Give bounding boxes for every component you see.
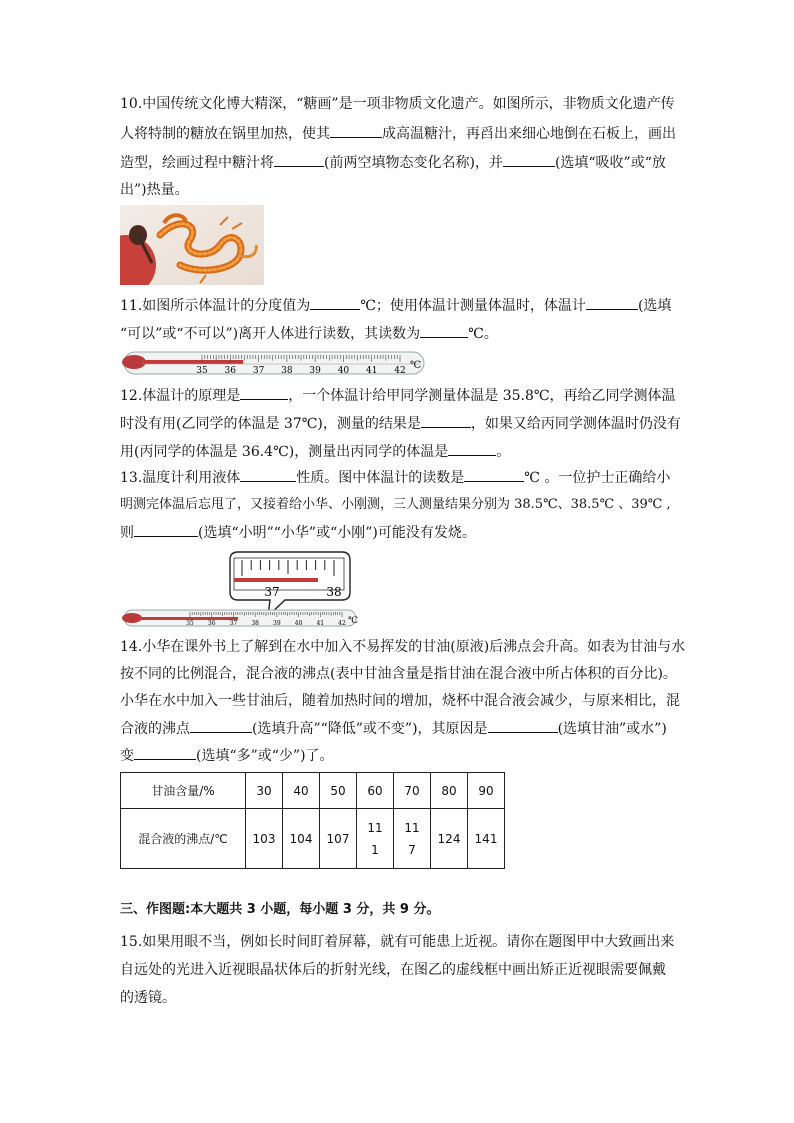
q10-text: (前两空填物态变化名称)，并: [324, 155, 503, 171]
table-header-cell: 混合液的沸点/℃: [121, 809, 246, 869]
q13-text: (选填“小明”“小华”或“小刚”)可能没有发烧。: [198, 525, 476, 541]
zoom-mercury-column: [234, 578, 318, 582]
q12-text: ，一个体温计给甲同学测量体温是 35.8℃，再给乙同学测体温: [288, 388, 676, 404]
table-cell: 50: [320, 773, 357, 809]
q14-line1: 14.小华在课外书上了解到在水中加入不易挥发的甘油(原液)后沸点会升高。如表为甘油与水: [120, 639, 686, 655]
q14-text: 合液的沸点: [120, 721, 190, 737]
mercury-column: [142, 360, 243, 364]
q12-line3: [120, 441, 510, 462]
q10-line2: [120, 123, 676, 144]
q12-blank-1[interactable]: [240, 385, 288, 400]
q12-text: ，如果又给丙同学测体温时仍没有: [470, 416, 681, 432]
thermometer-unit: ℃: [410, 360, 422, 371]
q10-blank-2[interactable]: [274, 152, 324, 167]
table-row: [121, 773, 505, 809]
q11-text: ℃；使用体温计测量体温时，体温计: [360, 298, 586, 314]
q14-line5: [120, 745, 334, 766]
q14-blank-2[interactable]: [488, 718, 558, 733]
q11-text: “可以”或“不可以”)离开人体进行读数，其读数为: [120, 326, 421, 342]
q12-blank-3[interactable]: [448, 441, 496, 456]
table-header-cell: 甘油含量/%: [121, 773, 246, 809]
table-cell: 107: [320, 809, 357, 869]
q15-line2: 自远处的光进入近视眼晶状体后的折射光线，在图乙的虚线框中画出矫正近视眼需要佩戴: [120, 962, 666, 978]
q11-blank-1[interactable]: [310, 295, 360, 310]
q12-line2: [120, 413, 681, 434]
thermometer-zoom-diagram: [120, 550, 370, 630]
table-cell: 80: [431, 773, 468, 809]
q13-text: 则: [120, 525, 134, 541]
section-heading: 三、作图题:本大题共 3 小题，每小题 3 分，共 9 分。: [120, 902, 440, 917]
table-cell: 141: [468, 809, 505, 869]
q10-line1: 10.中国传统文化博大精深，“糖画”是一项非物质文化遗产。如图所示，非物质文化遗产传: [120, 96, 675, 112]
q10-blank-1[interactable]: [330, 123, 382, 138]
scale-label: 35: [186, 620, 194, 627]
q14-text: 变: [120, 748, 134, 764]
q14-text: (选填“多”或“少”)了。: [196, 748, 334, 764]
sugar-dragon-image: [120, 205, 264, 285]
scale-label: 41: [365, 366, 378, 376]
table-cell: 124: [431, 809, 468, 869]
q13-line1: [120, 467, 670, 488]
scale-label: 39: [273, 620, 281, 627]
q12-text: 时没有用(乙同学的体温是 37℃)，测量的结果是: [120, 416, 421, 432]
q14-text: (选填升高”“降低”或不变”)，其原因是: [252, 721, 488, 737]
scale-label: 35: [196, 366, 208, 376]
q11-blank-2[interactable]: [586, 295, 638, 310]
q13-text: ℃ 。一位护士正确给小: [524, 470, 671, 486]
table-cell: 60: [357, 773, 394, 809]
q13-text: 13.温度计利用液体: [120, 470, 241, 486]
scale-label: 40: [337, 366, 350, 376]
q12-text: 。: [496, 444, 511, 460]
scale-label: 41: [316, 620, 325, 627]
q12-line1: [120, 385, 676, 406]
q13-line3: [120, 522, 476, 543]
clinical-thermometer-q11: [120, 346, 430, 378]
table-cell: 70: [394, 773, 431, 809]
q10-text: (选填“吸收”或“放: [554, 155, 666, 171]
q13-blank-1[interactable]: [240, 467, 296, 482]
scale-label: 38: [281, 366, 293, 376]
zoom-label-right: 38: [326, 585, 342, 599]
table-cell: 103: [246, 809, 283, 869]
q13-text: 性质。图中体温计的读数是: [296, 470, 465, 486]
q10-line3: [120, 152, 666, 173]
zoom-label-left: 37: [264, 585, 280, 599]
q10-text: 造型，绘画过程中糖汁将: [120, 155, 274, 171]
table-row: [121, 809, 505, 869]
table-cell: 40: [283, 773, 320, 809]
q11-blank-3[interactable]: [420, 323, 468, 338]
q14-line2: 按不同的比例混合，混合液的沸点(表中甘油含量是指甘油在混合液中所占体积的百分比)。: [120, 666, 677, 682]
scale-label: 39: [309, 366, 321, 376]
table-cell: 30: [246, 773, 283, 809]
table-cell: 104: [283, 809, 320, 869]
q12-text: 用(丙同学的体温是 36.4℃)，测量出丙同学的体温是: [120, 444, 449, 460]
q11-line1: [120, 295, 671, 316]
q11-line2: [120, 323, 498, 344]
q10-text: 成高温糖汁，再舀出来细心地倒在石板上，画出: [382, 126, 676, 142]
q13-blank-2[interactable]: [464, 467, 524, 482]
q14-text: (选填甘油”或水”): [557, 721, 667, 737]
q14-blank-1[interactable]: [190, 718, 252, 733]
q14-blank-3[interactable]: [134, 745, 196, 760]
q10-line4: 出”)热量。: [120, 182, 189, 198]
scale-label: 38: [251, 620, 259, 627]
scale-label: 42: [338, 620, 346, 627]
scale-label: 37: [229, 620, 238, 627]
q15-line3: 的透镜。: [120, 990, 176, 1006]
scale-label: 40: [294, 620, 303, 627]
q12-blank-2[interactable]: [421, 413, 471, 428]
table-cell: 11 7: [394, 809, 431, 869]
thermometer-unit: ℃: [348, 616, 359, 626]
scale-label: 37: [252, 366, 265, 376]
table-cell: 11 1: [357, 809, 394, 869]
q13-line2: 明测完体温后忘甩了，又接着给小华、小刚测，三人测量结果分别为 38.5℃、38.5℃ 、39℃ ,: [120, 497, 671, 512]
scale-label: 42: [394, 366, 406, 376]
q11-text: ℃。: [468, 326, 498, 342]
scale-label: 36: [207, 620, 216, 627]
scale-label: 36: [224, 366, 237, 376]
q13-blank-3[interactable]: [134, 522, 198, 537]
q10-text: 人将特制的糖放在锅里加热，使其: [120, 126, 330, 142]
glycerin-boiling-point-table: [120, 772, 505, 869]
q11-text: (选填: [637, 298, 672, 314]
q14-line4: [120, 718, 667, 739]
q14-line3: 小华在水中加入一些甘油后，随着加热时间的增加，烧杯中混合液会减少，与原来相比，混: [120, 693, 680, 709]
table-cell: 90: [468, 773, 505, 809]
q12-text: 12.体温计的原理是: [120, 388, 241, 404]
q11-text: 11.如图所示体温计的分度值为: [120, 298, 311, 314]
q15-line1: 15.如果用眼不当，例如长时间盯着屏幕，就有可能患上近视。请你在题图甲中大致画出来: [120, 934, 675, 950]
q10-blank-3[interactable]: [503, 152, 555, 167]
